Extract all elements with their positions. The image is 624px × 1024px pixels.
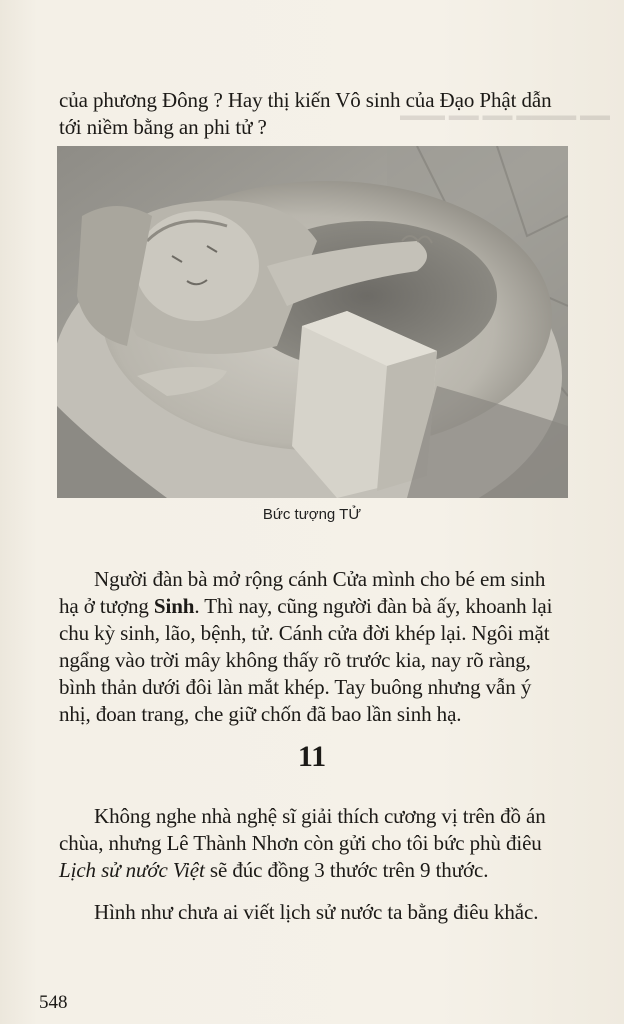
body-text-line: Hình như chưa ai viết lịch sử nước ta bằng điêu khắc. [94,900,539,924]
bleed-through-text: ▬▬ ▬▬▬▬ ▬▬ ▬▬ ▬▬▬ [400,108,610,124]
body-text-line: Người đàn bà mở rộng cánh Cửa mình cho bé em sinh [94,567,546,591]
text-run: hạ ở tượng [59,594,154,618]
body-text-line [59,857,488,884]
body-text-line: nhị, đoan trang, che giữ chốn đã bao lần sinh hạ. [59,702,462,726]
body-text-line: ngẩng vào trời mây không thấy rõ trước kia, nay rõ ràng, [59,648,531,672]
page-number: 548 [39,992,68,1013]
body-text-line: bình thản dưới đôi làn mắt khép. Tay buông nhưng vẫn ý [59,675,532,699]
sculpture-photo [57,146,568,498]
text-run: . Thì nay, cũng người đàn bà ấy, khoanh lại [194,594,553,618]
body-text-line: chùa, nhưng Lê Thành Nhơn còn gửi cho tôi bức phù điêu [59,831,542,855]
italic-title: Lịch sử nước Việt [59,858,205,882]
body-text-line: tới niềm bằng an phi tử ? [59,115,267,139]
body-text-line [59,593,552,620]
figure-caption: Bức tượng TỬ [262,506,362,523]
body-text-line: của phương Đông ? Hay thị kiến Vô sinh của Đạo Phật dẫn [59,88,552,112]
chapter-number: 11 [297,740,327,773]
sculpture-image [57,146,568,498]
body-text-line: chu kỳ sinh, lão, bệnh, tử. Cánh cửa đời khép lại. Ngôi mặt [59,621,550,645]
body-text-line: Không nghe nhà nghệ sĩ giải thích cương vị trên đồ án [94,804,546,828]
text-run: sẽ đúc đồng 3 thước trên 9 thước. [204,858,489,882]
bold-term-sinh: Sinh [153,594,195,618]
